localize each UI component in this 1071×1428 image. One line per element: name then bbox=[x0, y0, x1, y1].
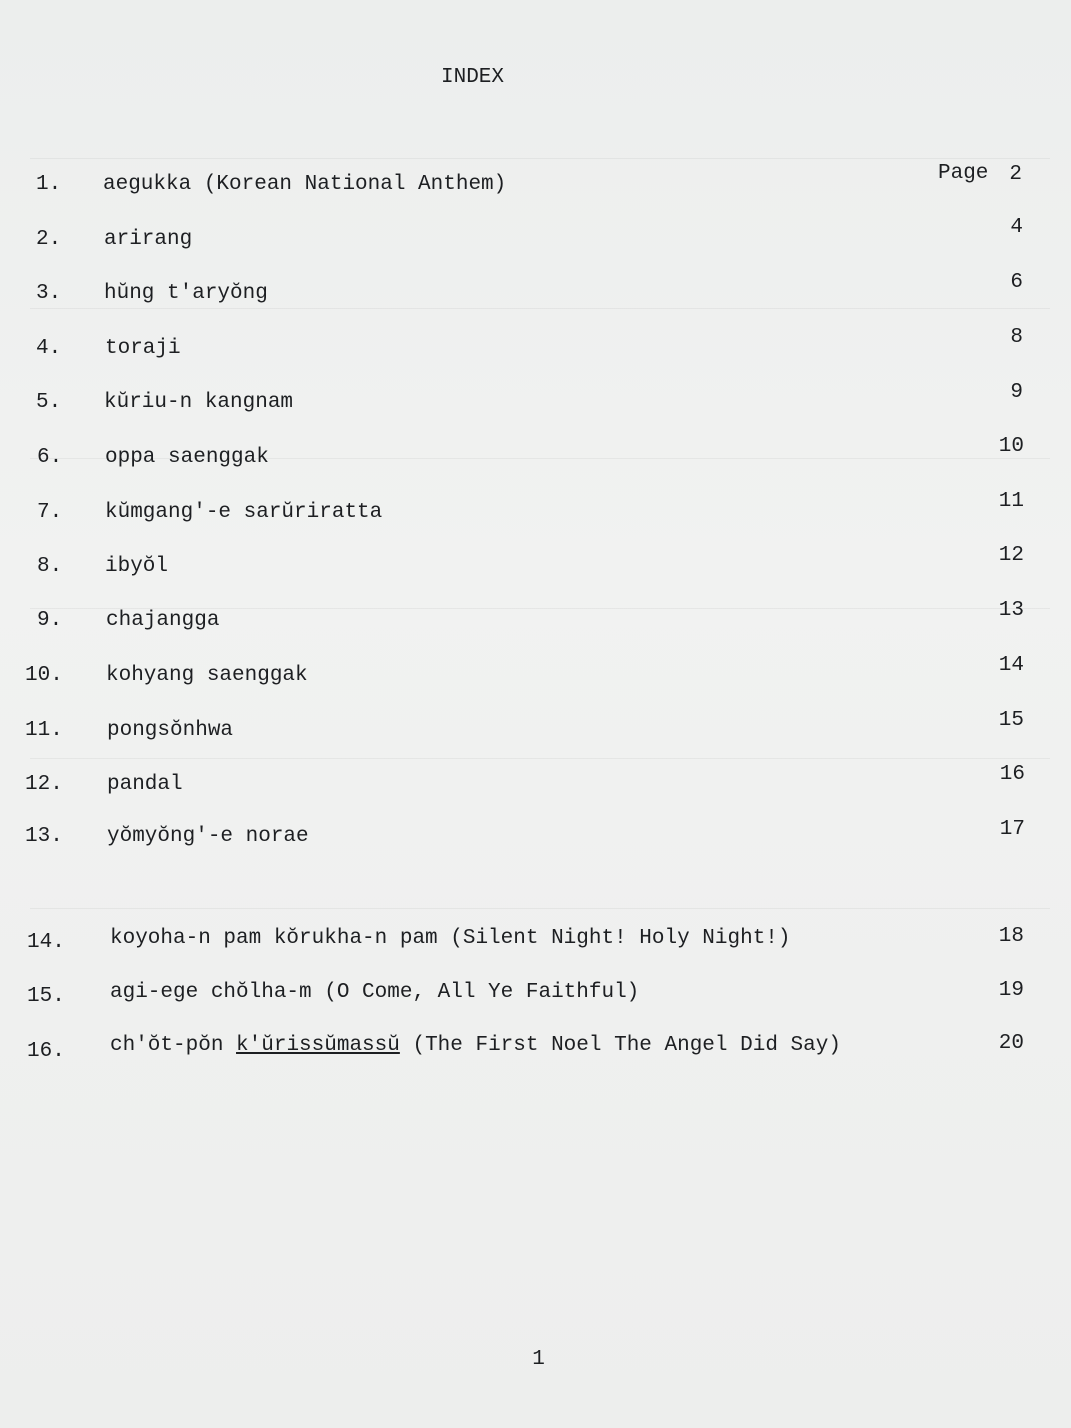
entry-number: 3. bbox=[36, 282, 62, 305]
entry-number: 1. bbox=[36, 173, 62, 196]
entry-title: kŭriu-n kangnam bbox=[104, 391, 294, 414]
entry-page: 18 bbox=[998, 925, 1024, 948]
page-column-header: Page bbox=[938, 162, 989, 185]
index-entry bbox=[0, 1032, 1071, 1074]
entry-title: kohyang saenggak bbox=[106, 664, 308, 687]
entry-number: 13. bbox=[25, 825, 63, 848]
entry-title: toraji bbox=[105, 337, 181, 360]
index-entry bbox=[0, 271, 1071, 316]
entry-title: chajangga bbox=[106, 609, 220, 632]
entry-number: 8. bbox=[37, 555, 63, 578]
entry-title-prefix: ch'ŏt-pŏn bbox=[110, 1034, 237, 1057]
entry-title: hŭng t'aryŏng bbox=[104, 282, 268, 305]
index-entry bbox=[0, 490, 1071, 535]
entry-number: 4. bbox=[36, 337, 62, 360]
index-entry bbox=[0, 979, 1071, 1019]
entry-title: pandal bbox=[107, 773, 183, 796]
entry-page: 4 bbox=[1010, 216, 1023, 239]
entry-page: 6 bbox=[1010, 271, 1023, 294]
entry-number: 15. bbox=[27, 985, 65, 1008]
entry-number: 9. bbox=[37, 609, 63, 632]
entry-title: ibyŏl bbox=[105, 555, 169, 578]
entry-number: 16. bbox=[27, 1040, 65, 1063]
entry-page: 2 bbox=[1009, 163, 1022, 186]
footer-page-number: 1 bbox=[532, 1348, 545, 1371]
entry-title: agi-ege chŏlha-m (O Come, All Ye Faithful) bbox=[110, 981, 640, 1004]
entry-page: 8 bbox=[1010, 326, 1023, 349]
entry-title bbox=[110, 1034, 841, 1057]
entry-number: 12. bbox=[25, 773, 63, 796]
entry-page: 9 bbox=[1010, 381, 1023, 404]
index-entry bbox=[0, 599, 1071, 643]
entry-title: koyoha-n pam kŏrukha-n pam (Silent Night! Holy Night!) bbox=[110, 927, 791, 950]
index-entry bbox=[0, 435, 1071, 480]
entry-title: arirang bbox=[104, 228, 193, 251]
index-entry bbox=[0, 544, 1071, 589]
entry-title: aegukka (Korean National Anthem) bbox=[103, 173, 507, 196]
index-entry bbox=[0, 326, 1071, 371]
entry-title-suffix: (The First Noel The Angel Did Say) bbox=[399, 1034, 841, 1057]
entry-page: 10 bbox=[998, 435, 1024, 458]
entry-title: kŭmgang'-e sarŭriratta bbox=[105, 501, 383, 524]
entry-page: 20 bbox=[998, 1032, 1024, 1055]
entry-page: 19 bbox=[998, 979, 1024, 1002]
entry-page: 14 bbox=[998, 654, 1024, 677]
entry-number: 5. bbox=[36, 391, 62, 414]
index-entry bbox=[0, 763, 1071, 807]
entry-number: 2. bbox=[36, 228, 62, 251]
index-entry bbox=[0, 163, 1071, 207]
entry-page: 12 bbox=[998, 544, 1024, 567]
entry-page: 16 bbox=[999, 763, 1025, 786]
entry-page: 11 bbox=[998, 490, 1024, 513]
entry-page: 15 bbox=[998, 709, 1024, 732]
entry-number: 10. bbox=[25, 664, 63, 687]
index-entry bbox=[0, 818, 1071, 859]
entry-page: 13 bbox=[998, 599, 1024, 622]
index-entry bbox=[0, 216, 1071, 262]
entry-title-underlined: k'ŭrissŭmassŭ bbox=[236, 1034, 400, 1057]
entry-number: 6. bbox=[37, 446, 63, 469]
index-entry bbox=[0, 925, 1071, 965]
index-entry bbox=[0, 709, 1071, 753]
entry-number: 14. bbox=[27, 931, 65, 954]
entry-title: pongsŏnhwa bbox=[107, 719, 234, 742]
entry-title: yŏmyŏng'-e norae bbox=[107, 825, 309, 848]
entry-number: 11. bbox=[25, 719, 63, 742]
index-entry bbox=[0, 654, 1071, 698]
index-entry bbox=[0, 381, 1071, 425]
entry-title: oppa saenggak bbox=[105, 446, 269, 469]
page-title: INDEX bbox=[440, 66, 504, 89]
entry-page: 17 bbox=[999, 818, 1025, 841]
entry-number: 7. bbox=[37, 501, 63, 524]
